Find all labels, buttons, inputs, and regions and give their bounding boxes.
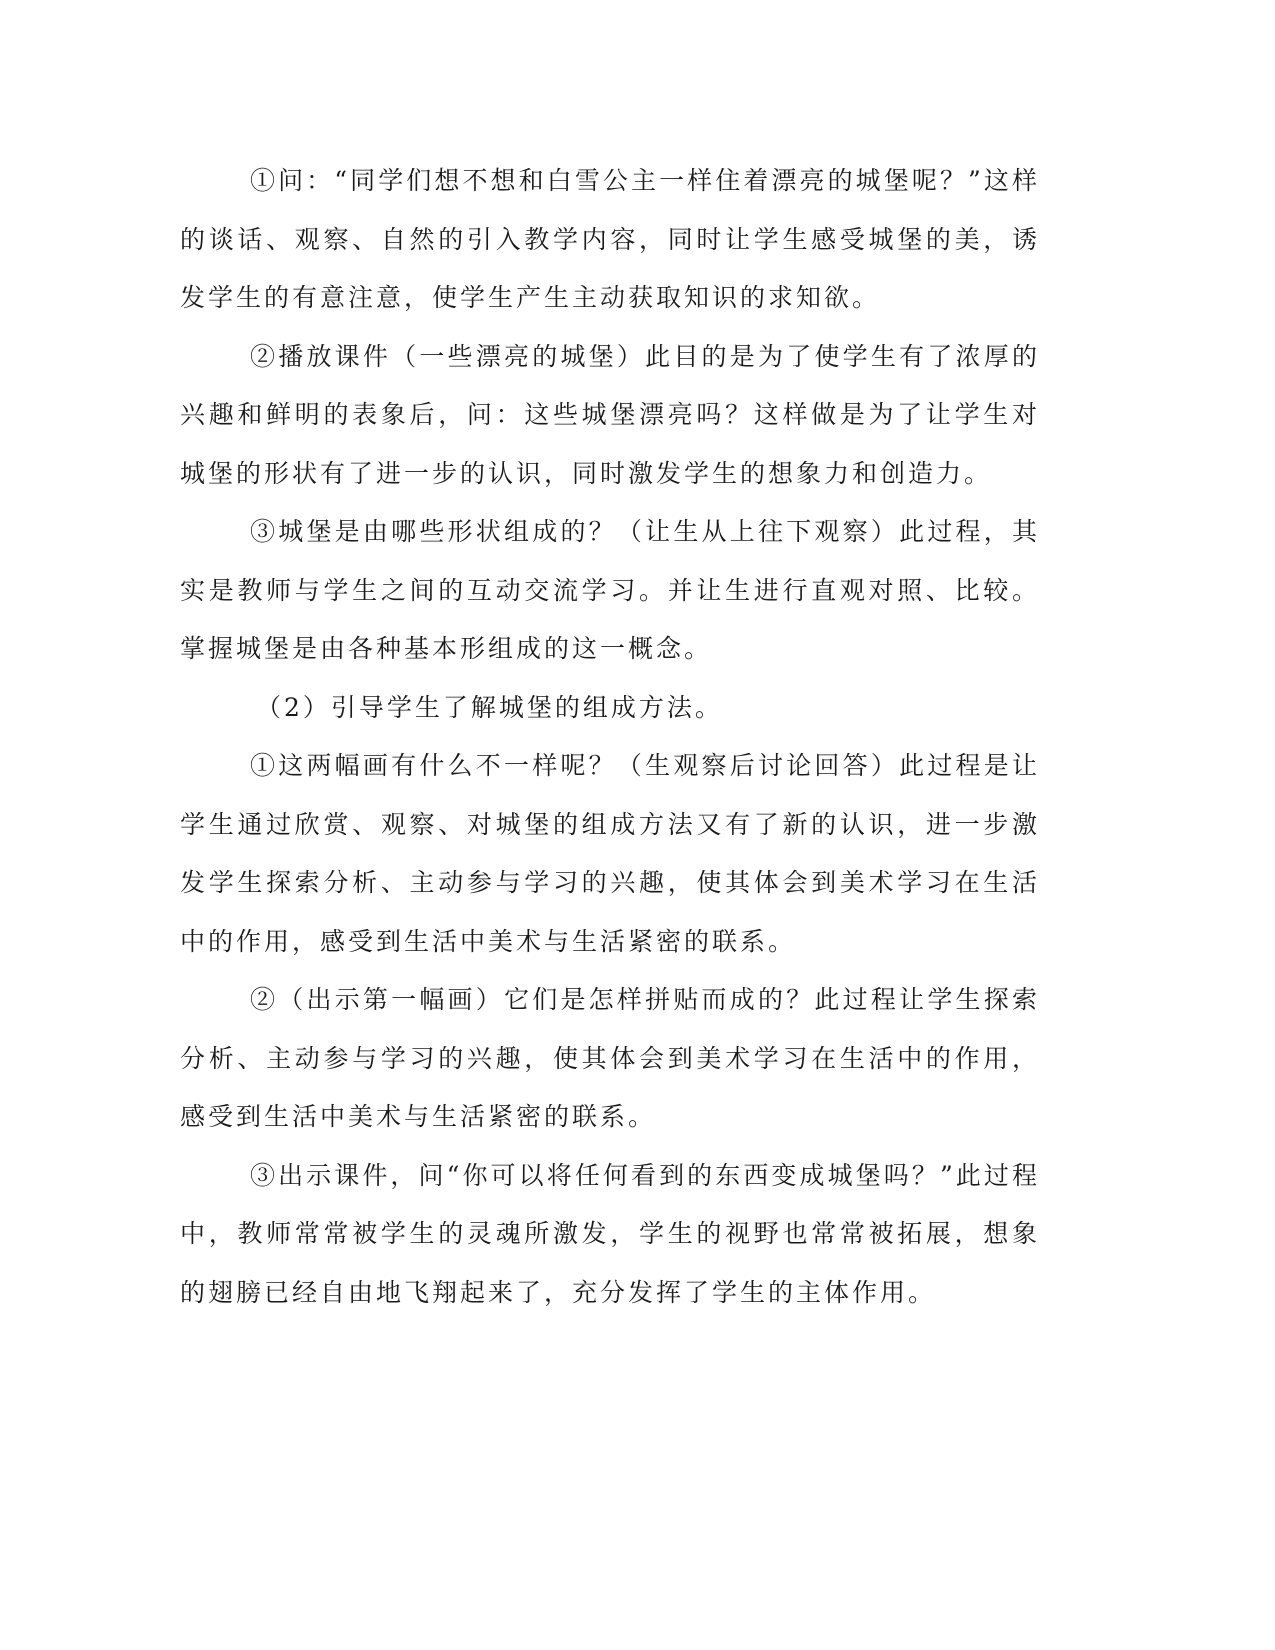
paragraph-transform-into-castle: ③出示课件，问“你可以将任何看到的东西变成城堡吗？”此过程中，教师常常被学生的灵魂所激发，学生的视野也常常被拓展，想象的翅膀已经自由地飞翔起来了，充分发挥了学生的主体作用。: [180, 1160, 1040, 1307]
paragraph-castle-shapes: ③城堡是由哪些形状组成的？（让生从上往下观察）此过程，其实是教师与学生之间的互动交流学习。并让生进行直观对照、比较。掌握城堡是由各种基本形组成的这一概念。: [180, 517, 1040, 663]
paragraph-play-courseware: ②播放课件（一些漂亮的城堡）此目的是为了使学生有了浓厚的兴趣和鲜明的表象后，问：这些城堡漂亮吗？这样做是为了让学生对城堡的形状有了进一步的认识，同时激发学生的想象力和创造力。: [180, 341, 1040, 488]
section-heading-composition-method: （2）引导学生了解城堡的组成方法。: [256, 692, 723, 722]
document-body: [180, 152, 1040, 1322]
paragraph-intro-question: ①问：“同学们想不想和白雪公主一样住着漂亮的城堡呢？”这样的谈话、观察、自然的引入教学内容，同时让学生感受城堡的美，诱发学生的有意注意，使学生产生主动获取知识的求知欲。: [180, 166, 1040, 312]
paragraph-compare-paintings: ①这两幅画有什么不一样呢？（生观察后讨论回答）此过程是让学生通过欣赏、观察、对城堡的组成方法又有了新的认识，进一步激发学生探索分析、主动参与学习的兴趣，使其体会到美术学习在生活中的作用，感受到生活中美术与生活紧密的联系。: [180, 751, 1040, 956]
paragraph-collage-first-painting: ②（出示第一幅画）它们是怎样拼贴而成的？此过程让学生探索分析、主动参与学习的兴趣，使其体会到美术学习在生活中的作用，感受到生活中美术与生活紧密的联系。: [180, 985, 1040, 1131]
